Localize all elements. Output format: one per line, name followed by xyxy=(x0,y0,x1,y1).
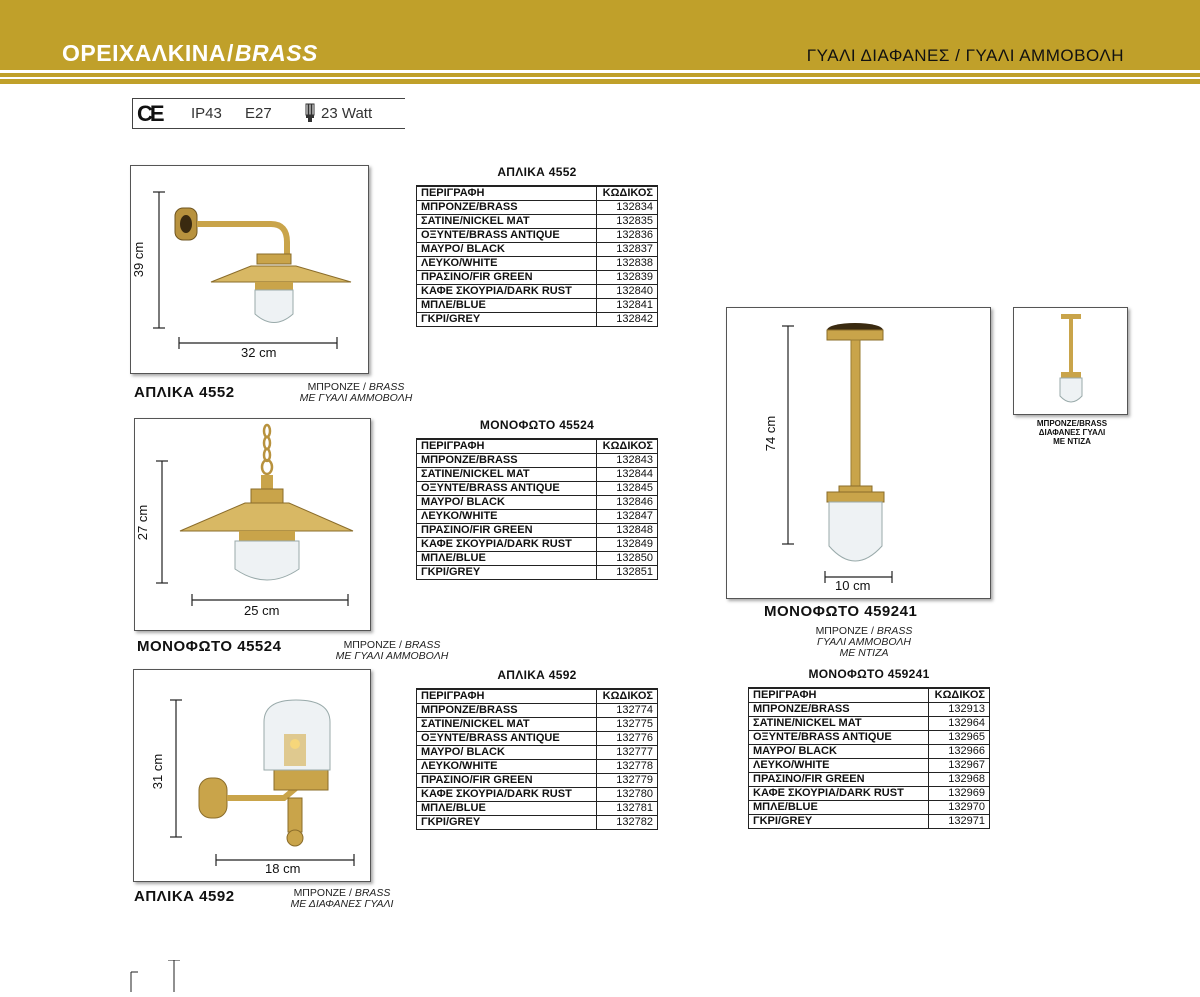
code-cell: 132782 xyxy=(597,816,658,830)
code-cell: 132842 xyxy=(597,313,658,327)
code-cell: 132850 xyxy=(597,552,658,566)
column-header-code: ΚΩΔΙΚΟΣ xyxy=(597,689,658,704)
code-cell: 132844 xyxy=(597,468,658,482)
code-cell: 132839 xyxy=(597,271,658,285)
finish-cell: ΜΠΡΟΝΖΕ/BRASS xyxy=(417,454,597,468)
code-cell: 132840 xyxy=(597,285,658,299)
table-row xyxy=(417,482,658,496)
code-cell: 132774 xyxy=(597,704,658,718)
page-corner-mark xyxy=(126,960,186,997)
code-cell: 132834 xyxy=(597,201,658,215)
table-title: ΑΠΛΙΚΑ 4552 xyxy=(497,165,577,179)
table-row xyxy=(749,801,990,815)
code-cell: 132851 xyxy=(597,566,658,580)
table-header-row xyxy=(417,186,658,201)
product-description xyxy=(312,640,472,662)
width-dimension: 10 cm xyxy=(835,578,871,593)
finish-cell: ΜΠΡΟΝΖΕ/BRASS xyxy=(749,703,929,717)
height-dimension: 39 cm xyxy=(131,241,147,278)
product-name: ΑΠΛΙΚΑ 4592 xyxy=(134,888,235,905)
finish-cell: ΓΚΡΙ/GREY xyxy=(417,816,597,830)
code-table xyxy=(416,438,658,580)
table-title: ΑΠΛΙΚΑ 4592 xyxy=(497,668,577,682)
table-title: ΜΟΝΟΦΩΤΟ 45524 xyxy=(479,418,595,432)
finish-greek: ΜΠΡΟΝΖΕ / xyxy=(815,625,877,637)
height-dimension: 74 cm xyxy=(763,415,779,452)
table-row xyxy=(749,703,990,717)
code-cell: 132913 xyxy=(929,703,990,717)
code-cell: 132845 xyxy=(597,482,658,496)
table-row xyxy=(417,566,658,580)
product-name: ΜΟΝΟΦΩΤΟ 45524 xyxy=(137,638,282,655)
table-row xyxy=(417,524,658,538)
product-photo-4552 xyxy=(130,165,369,374)
table-row xyxy=(749,745,990,759)
code-cell: 132849 xyxy=(597,538,658,552)
finish-cell: ΠΡΑΣΙΝΟ/FIR GREEN xyxy=(417,524,597,538)
width-dimension: 18 cm xyxy=(265,861,301,876)
table-row xyxy=(417,774,658,788)
glass-description: ΜΕ ΓΥΑΛΙ ΑΜΜΟΒΟΛΗ xyxy=(299,392,413,404)
code-cell: 132964 xyxy=(929,717,990,731)
code-cell: 132838 xyxy=(597,257,658,271)
finish-cell: ΠΡΑΣΙΝΟ/FIR GREEN xyxy=(417,774,597,788)
finish-cell: ΟΞΥΝΤΕ/BRASS ANTIQUE xyxy=(417,732,597,746)
code-cell: 132970 xyxy=(929,801,990,815)
finish-cell: ΟΞΥΝΤΕ/BRASS ANTIQUE xyxy=(417,229,597,243)
code-cell: 132836 xyxy=(597,229,658,243)
variant-label-line: ΜΕ ΝΤΙΖΑ xyxy=(1053,437,1091,446)
table-row xyxy=(417,243,658,257)
column-header-description: ΠΕΡΙΓΡΑΦΗ xyxy=(417,439,597,454)
height-dimension: 31 cm xyxy=(150,753,166,790)
finish-cell: ΜΑΥΡΟ/ BLACK xyxy=(417,496,597,510)
table-header-row xyxy=(417,439,658,454)
table-row xyxy=(417,496,658,510)
width-dimension: 25 cm xyxy=(244,603,280,618)
code-cell: 132968 xyxy=(929,773,990,787)
variant-label-line: ΜΠΡΟΝΖΕ/BRASS xyxy=(1036,419,1108,428)
finish-cell: ΚΑΦΕ ΣΚΟΥΡΙΑ/DARK RUST xyxy=(417,285,597,299)
table-row xyxy=(749,787,990,801)
code-cell: 132837 xyxy=(597,243,658,257)
code-table xyxy=(416,185,658,327)
finish-cell: ΜΑΥΡΟ/ BLACK xyxy=(749,745,929,759)
code-cell: 132966 xyxy=(929,745,990,759)
table-row xyxy=(749,759,990,773)
finish-english: BRASS xyxy=(354,887,391,899)
finish-cell: ΛΕΥΚΟ/WHITE xyxy=(417,760,597,774)
table-row xyxy=(417,732,658,746)
table-row xyxy=(417,271,658,285)
column-header-code: ΚΩΔΙΚΟΣ xyxy=(597,186,658,201)
table-row xyxy=(417,201,658,215)
finish-cell: ΛΕΥΚΟ/WHITE xyxy=(749,759,929,773)
header-stripe xyxy=(0,70,1200,73)
product-name: ΜΟΝΟΦΩΤΟ 459241 xyxy=(764,603,918,620)
code-cell: 132971 xyxy=(929,815,990,829)
finish-cell: ΜΠΛΕ/BLUE xyxy=(417,552,597,566)
table-header-row xyxy=(417,689,658,704)
height-dimension: 27 cm xyxy=(135,504,151,541)
code-cell: 132780 xyxy=(597,788,658,802)
variant-label xyxy=(1010,419,1134,446)
column-header-description: ΠΕΡΙΓΡΑΦΗ xyxy=(417,689,597,704)
finish-cell: ΠΡΑΣΙΝΟ/FIR GREEN xyxy=(749,773,929,787)
finish-cell: ΓΚΡΙ/GREY xyxy=(749,815,929,829)
finish-english: BRASS xyxy=(404,639,441,651)
table-row xyxy=(417,704,658,718)
finish-cell: ΜΠΡΟΝΖΕ/BRASS xyxy=(417,201,597,215)
column-header-code: ΚΩΔΙΚΟΣ xyxy=(929,688,990,703)
specs-bar xyxy=(132,98,405,129)
code-cell: 132777 xyxy=(597,746,658,760)
product-description xyxy=(784,626,944,659)
finish-cell: ΜΑΥΡΟ/ BLACK xyxy=(417,746,597,760)
ip-rating: IP43 xyxy=(191,105,222,122)
finish-greek: ΜΠΡΟΝΖΕ / xyxy=(293,887,355,899)
code-cell: 132846 xyxy=(597,496,658,510)
finish-greek: ΜΠΡΟΝΖΕ / xyxy=(307,381,369,393)
table-row xyxy=(749,717,990,731)
glass-description: ΜΕ ΓΥΑΛΙ ΑΜΜΟΒΟΛΗ xyxy=(335,650,449,662)
finish-cell: ΚΑΦΕ ΣΚΟΥΡΙΑ/DARK RUST xyxy=(417,788,597,802)
table-row xyxy=(749,773,990,787)
finish-cell: ΟΞΥΝΤΕ/BRASS ANTIQUE xyxy=(417,482,597,496)
glass-description: ΓΥΑΛΙ ΑΜΜΟΒΟΛΗ xyxy=(817,636,911,648)
code-cell: 132835 xyxy=(597,215,658,229)
variant-label-line: ΔΙΑΦΑΝΕΣ ΓΥΑΛΙ xyxy=(1038,428,1106,437)
rod-description: ΜΕ ΝΤΙΖΑ xyxy=(839,647,889,659)
table-row xyxy=(417,285,658,299)
table-row xyxy=(417,510,658,524)
finish-cell: ΣΑΤΙΝΕ/NICKEL MAT xyxy=(749,717,929,731)
finish-cell: ΜΠΡΟΝΖΕ/BRASS xyxy=(417,704,597,718)
table-row xyxy=(417,802,658,816)
title-separator: / xyxy=(226,40,234,66)
table-title: ΜΟΝΟΦΩΤΟ 459241 xyxy=(808,667,930,681)
column-header-description: ΠΕΡΙΓΡΑΦΗ xyxy=(749,688,929,703)
product-photo-45524 xyxy=(134,418,371,631)
variant-photo xyxy=(1013,307,1128,415)
product-name: ΑΠΛΙΚΑ 4552 xyxy=(134,384,235,401)
code-cell: 132969 xyxy=(929,787,990,801)
section-title xyxy=(62,40,318,67)
code-cell: 132967 xyxy=(929,759,990,773)
finish-cell: ΓΚΡΙ/GREY xyxy=(417,566,597,580)
code-table xyxy=(416,688,658,830)
table-row xyxy=(417,760,658,774)
glass-types: ΓΥΑΛΙ ΔΙΑΦΑΝΕΣ / ΓΥΑΛΙ ΑΜΜΟΒΟΛΗ xyxy=(806,46,1124,65)
table-row xyxy=(417,718,658,732)
code-cell: 132776 xyxy=(597,732,658,746)
finish-cell: ΜΠΛΕ/BLUE xyxy=(417,299,597,313)
table-row xyxy=(417,454,658,468)
finish-cell: ΜΑΥΡΟ/ BLACK xyxy=(417,243,597,257)
page-header xyxy=(0,0,1200,84)
code-cell: 132965 xyxy=(929,731,990,745)
socket-type: E27 xyxy=(245,105,272,122)
table-row xyxy=(417,552,658,566)
finish-cell: ΠΡΑΣΙΝΟ/FIR GREEN xyxy=(417,271,597,285)
table-row xyxy=(417,313,658,327)
product-photo-459241 xyxy=(726,307,991,599)
table-row xyxy=(417,538,658,552)
width-dimension: 32 cm xyxy=(241,345,277,360)
code-cell: 132841 xyxy=(597,299,658,313)
glass-description: ΜΕ ΔΙΑΦΑΝΕΣ ΓΥΑΛΙ xyxy=(290,898,394,910)
column-header-code: ΚΩΔΙΚΟΣ xyxy=(597,439,658,454)
code-cell: 132848 xyxy=(597,524,658,538)
table-row xyxy=(417,788,658,802)
code-cell: 132779 xyxy=(597,774,658,788)
finish-cell: ΜΠΛΕ/BLUE xyxy=(749,801,929,815)
table-row xyxy=(749,731,990,745)
table-row xyxy=(417,816,658,830)
code-cell: 132778 xyxy=(597,760,658,774)
ce-mark: CE xyxy=(137,101,162,126)
code-cell: 132775 xyxy=(597,718,658,732)
table-row xyxy=(417,257,658,271)
product-description xyxy=(262,888,422,910)
finish-cell: ΛΕΥΚΟ/WHITE xyxy=(417,257,597,271)
header-stripe xyxy=(0,77,1200,79)
code-cell: 132847 xyxy=(597,510,658,524)
table-row xyxy=(417,299,658,313)
wattage: 23 Watt xyxy=(321,105,373,122)
title-english: BRASS xyxy=(234,40,318,66)
finish-english: BRASS xyxy=(876,625,913,637)
finish-english: BRASS xyxy=(368,381,405,393)
finish-greek: ΜΠΡΟΝΖΕ / xyxy=(343,639,405,651)
table-row xyxy=(417,746,658,760)
title-greek: ΟΡΕΙΧΑΛΚΙΝΑ xyxy=(62,40,226,66)
table-row xyxy=(417,215,658,229)
code-cell: 132781 xyxy=(597,802,658,816)
table-header-row xyxy=(749,688,990,703)
finish-cell: ΚΑΦΕ ΣΚΟΥΡΙΑ/DARK RUST xyxy=(749,787,929,801)
code-table xyxy=(748,687,990,829)
table-row xyxy=(749,815,990,829)
finish-cell: ΚΑΦΕ ΣΚΟΥΡΙΑ/DARK RUST xyxy=(417,538,597,552)
table-row xyxy=(417,229,658,243)
finish-cell: ΣΑΤΙΝΕ/NICKEL MAT xyxy=(417,718,597,732)
column-header-description: ΠΕΡΙΓΡΑΦΗ xyxy=(417,186,597,201)
table-row xyxy=(417,468,658,482)
code-cell: 132843 xyxy=(597,454,658,468)
finish-cell: ΜΠΛΕ/BLUE xyxy=(417,802,597,816)
finish-cell: ΛΕΥΚΟ/WHITE xyxy=(417,510,597,524)
finish-cell: ΟΞΥΝΤΕ/BRASS ANTIQUE xyxy=(749,731,929,745)
finish-cell: ΓΚΡΙ/GREY xyxy=(417,313,597,327)
product-description xyxy=(276,382,436,404)
product-photo-4592 xyxy=(133,669,371,882)
finish-cell: ΣΑΤΙΝΕ/NICKEL MAT xyxy=(417,468,597,482)
finish-cell: ΣΑΤΙΝΕ/NICKEL MAT xyxy=(417,215,597,229)
bulb-icon xyxy=(303,103,317,128)
